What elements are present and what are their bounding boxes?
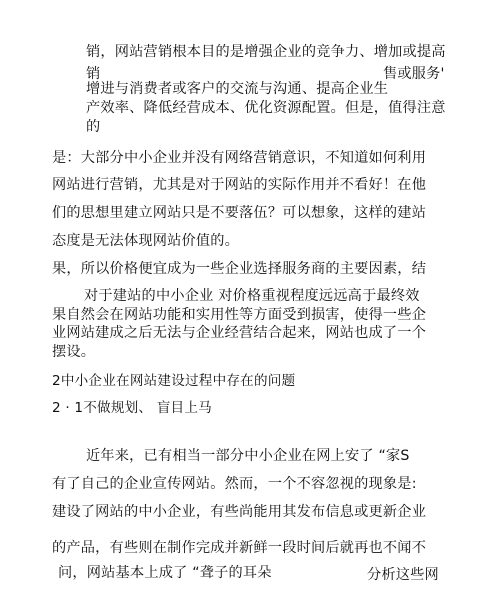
text-line: 态度是无法体现网站价值的。 bbox=[52, 233, 240, 249]
text-line: 网站进行营销，尤其是对于网站的实际作用并不看好！在他 bbox=[52, 177, 427, 193]
text-line: 的 bbox=[86, 119, 101, 135]
text-line: 业网站建成之后无法与企业经营结合起来，网站也成了一个 bbox=[52, 325, 427, 341]
text-line: 的产品，有些则在制作完成并新鲜一段时间后就再也不闻不 bbox=[52, 540, 427, 556]
text-line: 们的思想里建立网站只是不要落伍？可以想象，这样的建站 bbox=[52, 205, 427, 221]
text-line: 建设了网站的中小企业，有些尚能用其发布信息或更新企业 bbox=[52, 504, 427, 520]
text-line: 对于建站的中小企业 对价格重视程度远远高于最终效 bbox=[84, 288, 420, 304]
text-line: 摆设。 bbox=[52, 344, 96, 360]
text-line: 销，网站营销根本目的是增强企业的竞争力、增加或提高 bbox=[86, 44, 446, 60]
text-line: 是：大部分中小企业并没有网络营销意识，不知道如何利用 bbox=[52, 150, 427, 166]
text-line: 果自然会在网站功能和实用性等方面受到损害，使得一些企 bbox=[52, 307, 427, 323]
text-line: 近年来，已有相当一部分中小企业在网上安了 “家S bbox=[86, 448, 410, 464]
text-line: 售或服务' bbox=[383, 66, 445, 82]
subsection-heading: 2 · 1不做规划、 盲目上马 bbox=[52, 400, 212, 416]
text-line: 产效率、降低经营成本、优化资源配置。但是，值得注意 bbox=[86, 100, 446, 116]
text-line: 分析这些网 bbox=[367, 567, 439, 583]
text-line: 增进与消费者或客户的交流与沟通、提高企业生 bbox=[86, 81, 389, 97]
text-line: 销 bbox=[86, 66, 101, 82]
section-heading: 2中小企业在网站建设过程中存在的问题 bbox=[52, 373, 296, 389]
text-line: 问，网站基本上成了 “聋子的耳朵 bbox=[58, 565, 272, 581]
text-line: 有了自己的企业宣传网站。然而，一个不容忽视的现象是: bbox=[52, 476, 417, 492]
text-line: 果，所以价格便宜成为一些企业选择服务商的主要因素，结 bbox=[52, 261, 427, 277]
